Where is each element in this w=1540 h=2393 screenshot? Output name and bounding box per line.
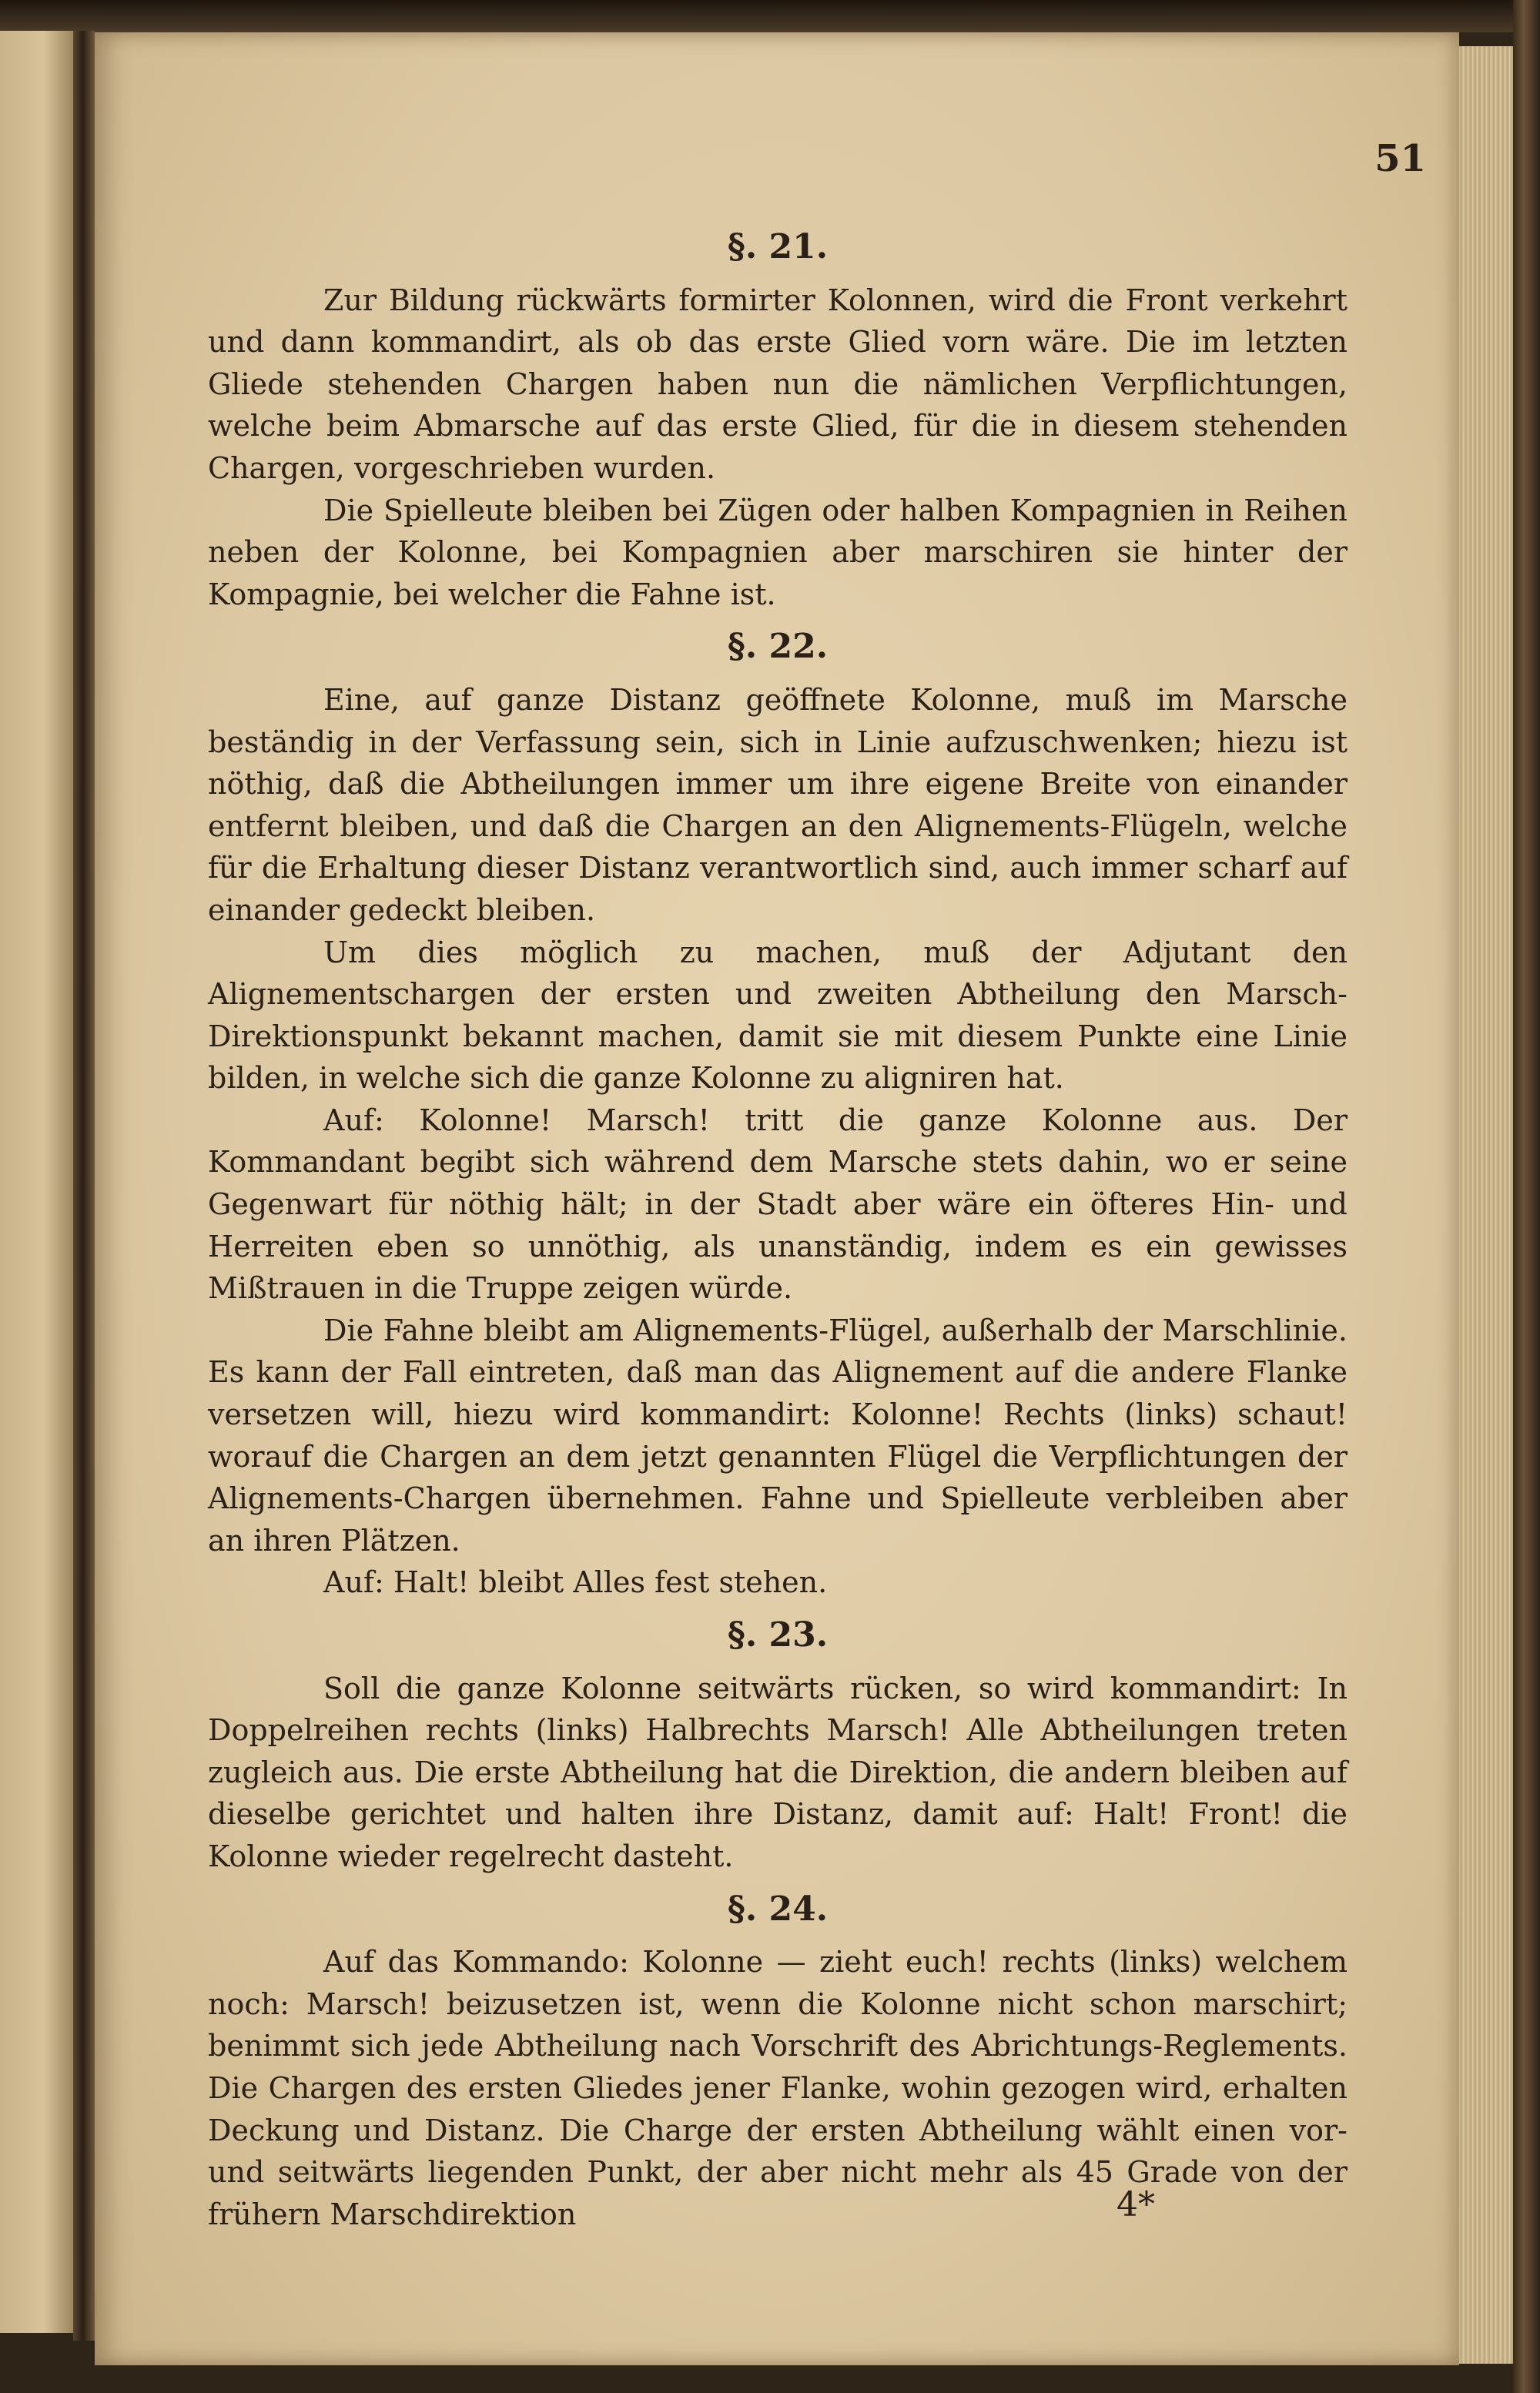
section-24 <box>208 1889 1348 2236</box>
paragraph: Die Fahne bleibt am Alignements-Flügel, außerhalb der Marschlinie. Es kann der Fall eintreten, daß man das Alignement auf die andere Flanke versetzen will, hiezu wird kommandirt: Kolonne! Rechts (links) schaut! worauf die Chargen an dem jetzt genannten Flügel die Verpflichtungen der Alignements-Chargen übernehmen. Fahne und Spielleute verbleiben aber an ihren Plätzen. <box>208 1313 1348 1558</box>
paragraph: Eine, auf ganze Distanz geöffnete Kolonne, muß im Marsche beständig in der Verfassung sein, sich in Linie aufzuschwenken; hiezu ist nöthig, daß die Abtheilungen immer um ihre eigene Breite von einander entfernt bleiben, und daß die Chargen an den Alignements-Flügeln, welche für die Erhaltung dieser Distanz verantwortlich sind, auch immer scharf auf einander gedeckt bleiben. <box>208 682 1348 927</box>
book-cover-edge <box>1513 0 1540 2393</box>
section-heading: §. 22. <box>727 627 829 667</box>
section-23 <box>208 1615 1348 1878</box>
section-21 <box>208 226 1348 615</box>
book-top-shadow <box>0 0 1540 32</box>
paragraph: Die Spielleute bleiben bei Zügen oder halben Kompagnien in Reihen neben der Kolonne, bei Kompagnien aber marschiren sie hinter der Kompagnie, bei welcher die Fahne ist. <box>208 493 1348 611</box>
paragraph: Auf das Kommando: Kolonne — zieht euch! rechts (links) welchem noch: Marsch! beizusetzen ist, wenn die Kolonne nicht schon marschirt; benimmt sich jede Abtheilung nach Vorschrift des Abrichtungs-Reglements. Die Chargen des ersten Gliedes jener Flanke, wohin gezogen wird, erhalten Deckung und Distanz. Die Charge der ersten Abtheilung wählt einen vor- und seitwärts liegenden Punkt, der aber nicht mehr als 45 Grade von der frühern Marschdirektion <box>208 1945 1348 2231</box>
section-22 <box>208 626 1348 1604</box>
page-stack-edge <box>1459 46 1513 2364</box>
signature-mark: 4* <box>1116 2185 1155 2224</box>
paragraph: Um dies möglich zu machen, muß der Adjutant den Alignementschargen der ersten und zweiten Abtheilung den Marsch-Direktionspunkt bekannt machen, damit sie mit diesem Punkte eine Linie bilden, in welche sich die ganze Kolonne zu aligniren hat. <box>208 935 1348 1096</box>
left-page-edge <box>0 31 73 2333</box>
page-text <box>208 216 1348 2235</box>
paragraph: Auf: Halt! bleibt Alles fest stehen. <box>323 1565 828 1600</box>
paragraph: Auf: Kolonne! Marsch! tritt die ganze Kolonne aus. Der Kommandant begibt sich während dem Marsche stets dahin, wo er seine Gegenwart für nöthig hält; in der Stadt aber wäre ein öfteres Hin- und Herreiten eben so unnöthig, als unanständig, indem es ein gewisses Mißtrauen in die Truppe zeigen würde. <box>208 1103 1348 1306</box>
section-heading: §. 23. <box>727 1615 829 1655</box>
page-number: 51 <box>1374 137 1426 180</box>
book-gutter <box>73 31 95 2341</box>
paragraph: Soll die ganze Kolonne seitwärts rücken, so wird kommandirt: In Doppelreihen rechts (links) Halbrechts Marsch! Alle Abtheilungen treten zugleich aus. Die erste Abtheilung hat die Direktion, die andern bleiben auf dieselbe gerichtet und halten ihre Distanz, damit auf: Halt! Front! die Kolonne wieder regelrecht dasteht. <box>208 1671 1348 1873</box>
section-heading: §. 21. <box>727 227 829 266</box>
paragraph: Zur Bildung rückwärts formirter Kolonnen, wird die Front verkehrt und dann kommandirt, als ob das erste Glied vorn wäre. Die im letzten Gliede stehenden Chargen haben nun die nämlichen Verpflichtungen, welche beim Abmarsche auf das erste Glied, für die in diesem stehenden Chargen, vorgeschrieben wurden. <box>208 283 1348 485</box>
section-heading: §. 24. <box>727 1889 829 1929</box>
